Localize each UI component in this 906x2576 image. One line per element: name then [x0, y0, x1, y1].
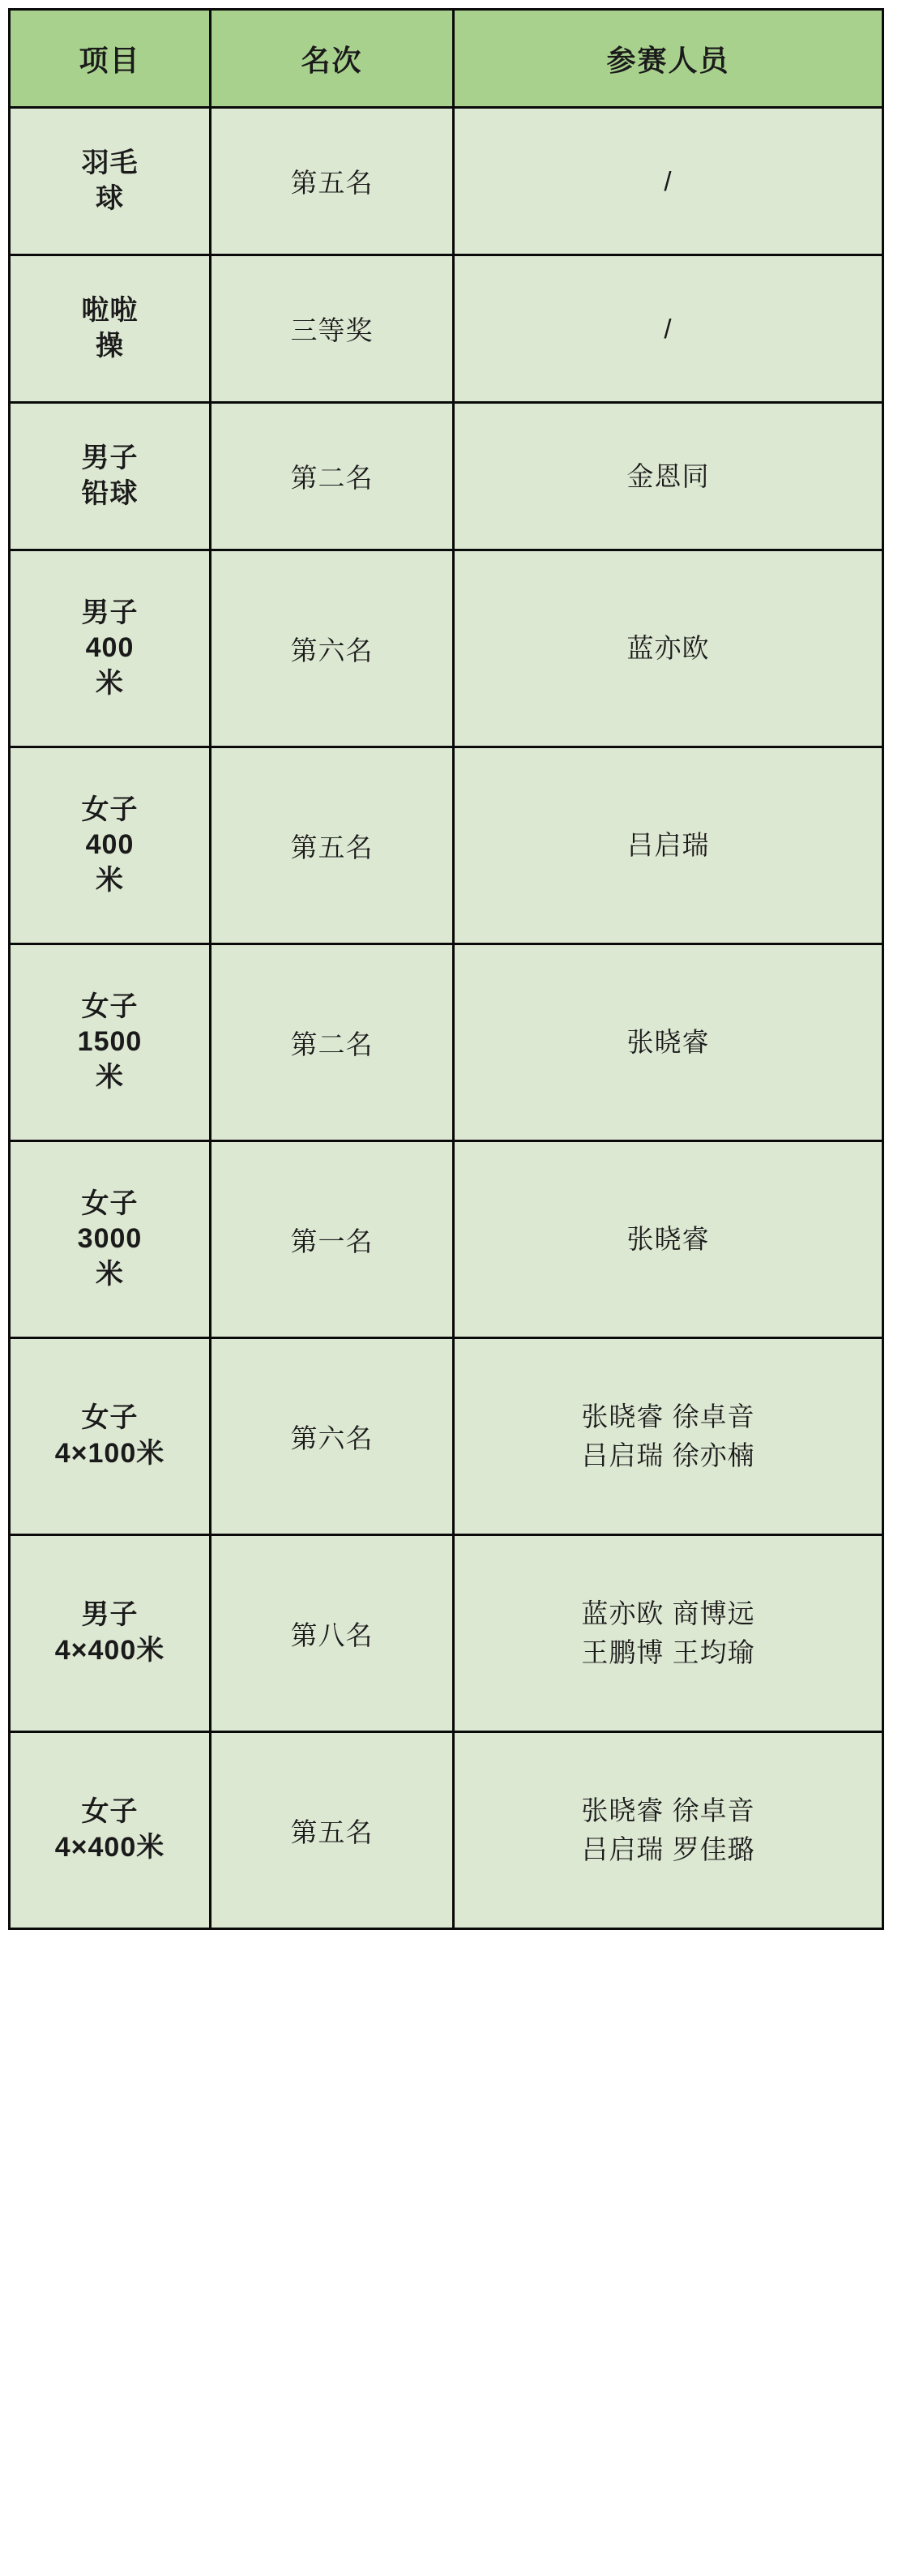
table-row	[10, 1141, 883, 1338]
member-line: 蓝亦欧 商博远	[581, 1598, 755, 1629]
column-header-rank: 名次	[211, 10, 454, 108]
cell-members	[454, 1338, 883, 1535]
member-line: 张晓睿 徐卓音	[581, 1795, 755, 1826]
cell-event: 男子 4×400米	[10, 1535, 211, 1732]
table-body	[10, 108, 883, 1929]
member-line: /	[664, 313, 673, 344]
cell-rank: 第二名	[211, 944, 454, 1141]
table-row	[10, 1338, 883, 1535]
member-line: 张晓睿 徐卓音	[581, 1401, 755, 1432]
cell-event: 女子 400 米	[10, 747, 211, 944]
cell-rank: 第六名	[211, 550, 454, 747]
cell-rank: 第五名	[211, 108, 454, 255]
cell-event: 女子 1500 米	[10, 944, 211, 1141]
cell-event: 男子 400 米	[10, 550, 211, 747]
cell-rank: 第二名	[211, 403, 454, 550]
member-line: 王鹏博 王均瑜	[581, 1637, 755, 1667]
member-line: 蓝亦欧	[626, 633, 710, 664]
cell-members	[454, 403, 883, 550]
cell-members	[454, 747, 883, 944]
column-header-members: 参赛人员	[454, 10, 883, 108]
table-row	[10, 944, 883, 1141]
cell-event: 女子 3000 米	[10, 1141, 211, 1338]
table-row	[10, 403, 883, 550]
cell-event: 羽毛 球	[10, 108, 211, 255]
column-header-event: 项目	[10, 10, 211, 108]
table-row	[10, 550, 883, 747]
table-header	[10, 10, 883, 108]
cell-event: 啦啦 操	[10, 255, 211, 403]
cell-members	[454, 944, 883, 1141]
cell-members	[454, 255, 883, 403]
cell-members	[454, 550, 883, 747]
table-row	[10, 747, 883, 944]
cell-rank: 第一名	[211, 1141, 454, 1338]
table-row	[10, 255, 883, 403]
member-line: 张晓睿	[626, 1224, 710, 1255]
member-line: 吕启瑞 徐亦楠	[581, 1440, 755, 1470]
cell-members	[454, 1535, 883, 1732]
member-line: 吕启瑞	[626, 830, 710, 861]
table-row	[10, 1732, 883, 1929]
member-line: 吕启瑞 罗佳璐	[581, 1834, 755, 1864]
cell-event: 女子 4×400米	[10, 1732, 211, 1929]
competition-results-table	[8, 8, 884, 1930]
cell-rank: 第五名	[211, 1732, 454, 1929]
cell-rank: 第六名	[211, 1338, 454, 1535]
cell-members	[454, 1732, 883, 1929]
member-line: 金恩同	[626, 460, 710, 491]
member-line: 张晓睿	[626, 1027, 710, 1058]
cell-members	[454, 108, 883, 255]
cell-rank: 第八名	[211, 1535, 454, 1732]
cell-event: 男子 铅球	[10, 403, 211, 550]
table-row	[10, 1535, 883, 1732]
cell-rank: 第五名	[211, 747, 454, 944]
table-row	[10, 108, 883, 255]
cell-members	[454, 1141, 883, 1338]
cell-event: 女子 4×100米	[10, 1338, 211, 1535]
member-line: /	[664, 165, 673, 196]
cell-rank: 三等奖	[211, 255, 454, 403]
table-header-row	[10, 10, 883, 108]
